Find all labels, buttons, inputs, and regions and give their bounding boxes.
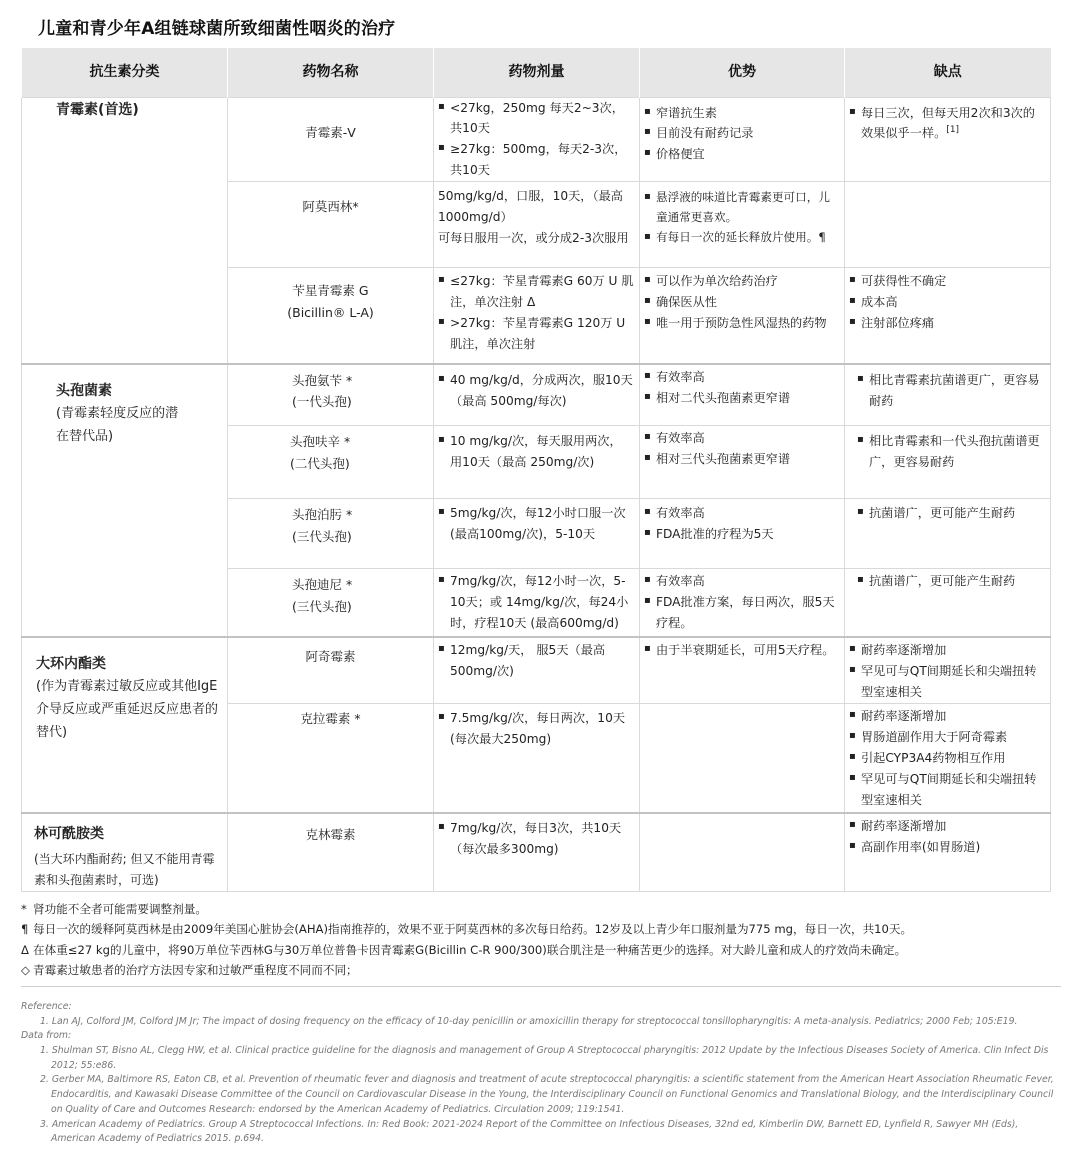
category-cell bbox=[22, 364, 228, 637]
list-item: ▪ ≤27kg：苄星青霉素G 60万 U 肌注，单次注射 Δ bbox=[438, 271, 635, 313]
drug-name: 克林霉素 bbox=[305, 827, 356, 843]
list-item: ▪ 罕见可与QT间期延长和尖端扭转型室速相关 bbox=[849, 769, 1046, 811]
dose-cell bbox=[434, 637, 640, 703]
drug-subname: (二代头孢) bbox=[290, 455, 350, 471]
advantages-cell bbox=[640, 637, 845, 703]
drug-cell bbox=[228, 97, 434, 182]
table-row bbox=[22, 364, 1051, 426]
advantages-cell bbox=[640, 426, 845, 499]
table-row bbox=[22, 97, 1051, 182]
page-title: 儿童和青少年A组链球菌所致细菌性咽炎的治疗 bbox=[38, 19, 396, 39]
drug-subname: (Bicillin® L-A) bbox=[287, 304, 374, 320]
dose-text: 可每日服用一次，或分成2-3次服用 bbox=[438, 231, 629, 246]
list-item: ▪ 悬浮液的味道比青霉素更可口，儿童通常更喜欢。 bbox=[644, 188, 840, 228]
list-item: ▪ ≥27kg：500mg，每天2-3次，共10天 bbox=[438, 139, 635, 181]
list-item: ▪ 有效率高 bbox=[644, 428, 840, 449]
drug-name: 克拉霉素 * bbox=[300, 710, 361, 726]
header-dose: 药物剂量 bbox=[434, 48, 640, 97]
drug-cell bbox=[228, 703, 434, 813]
dose-text: 50mg/kg/d，口服，10天，（最高1000mg/d） bbox=[438, 189, 623, 225]
header-advantages: 优势 bbox=[640, 48, 845, 97]
category-cell bbox=[22, 97, 228, 364]
advantages-cell bbox=[640, 703, 845, 813]
list-item: ▪ >27kg：苄星青霉素G 120万 U 肌注，单次注射 bbox=[438, 313, 635, 355]
disadvantages-cell bbox=[845, 426, 1051, 499]
drug-cell bbox=[228, 182, 434, 268]
list-item: ▪ 耐药率逐渐增加 bbox=[849, 706, 1046, 727]
drug-name: 苄星青霉素 G bbox=[292, 283, 369, 299]
category-name: 大环内酯类 bbox=[36, 655, 106, 672]
drug-subname: (三代头孢) bbox=[292, 598, 352, 614]
disadvantages-cell bbox=[845, 637, 1051, 703]
drug-name: 头孢迪尼 * bbox=[292, 577, 353, 593]
list-item: ▪ 相比青霉素和一代头孢抗菌谱更广，更容易耐药 bbox=[857, 431, 1046, 473]
list-item: ▪ 7mg/kg/次，每12小时一次，5-10天；或 14mg/kg/次，每24小时，疗程10天 (最高600mg/d) bbox=[438, 571, 635, 634]
footnote: * 肾功能不全者可能需要调整剂量。 bbox=[21, 902, 207, 916]
list-item: ▪ 价格便宜 bbox=[644, 144, 840, 165]
dose-cell bbox=[434, 569, 640, 637]
list-item: ▪ 5mg/kg/次，每12小时口服一次(最高100mg/次)，5-10天 bbox=[438, 503, 635, 545]
reference-item: 1. Shulman ST, Bisno AL, Clegg HW, et al. Clinical practice guideline for the diagnosis and management of Group A Streptococcal pharyngitis: 2012 Update by the Infectious Diseases Society of America. Clin Infect Dis 2012; 55:e86. bbox=[40, 1045, 1049, 1071]
list-item: ▪ 40 mg/kg/d，分成两次，服10天（最高 500mg/每次) bbox=[438, 370, 635, 412]
list-item: ▪ 耐药率逐渐增加 bbox=[849, 640, 1046, 661]
list-item: ▪ 有效率高 bbox=[644, 503, 840, 524]
reference-item: 3. American Academy of Pediatrics. Group A Streptococcal Infections. In: Red Book: 2021-2024 Report of the Committee on Infectious Diseases, 32nd ed, Kimberlin DW, Barnett ED, Lynfield R, Sawyer MH (Eds), American Academy of Pediatrics 2015. p.694. bbox=[40, 1118, 1019, 1145]
treatment-table bbox=[21, 48, 1051, 892]
footnote: ◇ 青霉素过敏患者的治疗方法因专家和过敏严重程度不同而不同； bbox=[21, 962, 358, 977]
list-item: ▪ 相比青霉素抗菌谱更广，更容易耐药 bbox=[857, 370, 1046, 412]
footnote: ¶ 每日一次的缓释阿莫西林是由2009年美国心脏协会(AHA)指南推荐的，效果不亚于阿莫西林的多次每日给药。12岁及以上青少年口服剂量为775 mg，每日一次，共10天。 bbox=[21, 922, 913, 937]
list-item: ▪ 由于半衰期延长，可用5天疗程。 bbox=[644, 640, 840, 661]
table-header-row bbox=[22, 48, 1051, 97]
drug-cell bbox=[228, 637, 434, 703]
drug-name: 阿莫西林* bbox=[302, 199, 359, 215]
table-row bbox=[22, 637, 1051, 703]
dose-cell bbox=[434, 268, 640, 364]
list-item: ▪ FDA批准的疗程为5天 bbox=[644, 524, 840, 545]
drug-subname: (三代头孢) bbox=[292, 528, 352, 544]
data-from-label: Data from: bbox=[21, 1030, 72, 1042]
list-item: ▪ 可以作为单次给药治疗 bbox=[644, 271, 840, 292]
list-item: ▪ 引起CYP3A4药物相互作用 bbox=[849, 748, 1046, 769]
list-item: ▪ 12mg/kg/天， 服5天（最高500mg/次) bbox=[438, 640, 635, 682]
drug-cell bbox=[228, 813, 434, 892]
reference-label: Reference: bbox=[21, 1001, 72, 1012]
list-item: ▪ <27kg，250mg 每天2~3次，共10天 bbox=[438, 98, 635, 140]
disadvantages-cell bbox=[845, 813, 1051, 892]
list-item: ▪ 7mg/kg/次，每日3次，共10天（每次最多300mg) bbox=[438, 818, 635, 860]
advantages-cell bbox=[640, 569, 845, 637]
dose-cell bbox=[434, 813, 640, 892]
category-cell bbox=[22, 637, 228, 813]
drug-cell bbox=[228, 364, 434, 426]
list-item: ▪ 有效率高 bbox=[644, 571, 840, 592]
list-item: ▪ FDA批准方案，每日两次，服5天疗程。 bbox=[644, 592, 840, 634]
list-item: ▪ 10 mg/kg/次，每天服用两次， 用10天（最高 250mg/次) bbox=[438, 431, 635, 473]
advantages-cell bbox=[640, 268, 845, 364]
category-name: 头孢菌素 bbox=[56, 382, 112, 399]
list-item: ▪ 相对三代头孢菌素更窄谱 bbox=[644, 449, 840, 470]
divider bbox=[21, 986, 1061, 987]
list-item: ▪ 每日三次，但每天用2次和3次的效果似乎一样。[1] bbox=[849, 103, 1046, 145]
advantages-cell bbox=[640, 499, 845, 569]
dose-cell bbox=[434, 426, 640, 499]
advantages-cell bbox=[640, 182, 845, 268]
drug-name: 头孢泊肟 * bbox=[292, 507, 353, 523]
drug-name: 青霉素-V bbox=[305, 124, 356, 140]
disadvantages-cell bbox=[845, 703, 1051, 813]
drug-subname: (一代头孢) bbox=[292, 394, 352, 410]
category-name: 青霉素(首选) bbox=[56, 101, 139, 118]
footnote: Δ 在体重≤27 kg的儿童中，将90万单位苄西林G与30万单位普鲁卡因青霉素G(Bicillin C-R 900/300)联合肌注是一种痛苦更少的选择。对大龄儿童和成人的疗效尚未确定。 bbox=[21, 942, 907, 957]
drug-cell bbox=[228, 426, 434, 499]
drug-cell bbox=[228, 499, 434, 569]
dose-cell bbox=[434, 182, 640, 268]
drug-name: 头孢呋辛 * bbox=[290, 434, 351, 450]
dose-cell bbox=[434, 364, 640, 426]
category-note: (青霉素轻度反应的潜在替代品) bbox=[56, 406, 179, 444]
drug-name: 头孢氨苄 * bbox=[292, 372, 353, 388]
header-disadvantages: 缺点 bbox=[845, 48, 1051, 97]
disadvantages-cell bbox=[845, 499, 1051, 569]
references bbox=[21, 1000, 1061, 1147]
list-item: ▪ 相对二代头孢菌素更窄谱 bbox=[644, 388, 840, 409]
disadvantages-cell bbox=[845, 182, 1051, 268]
list-item: ▪ 窄谱抗生素 bbox=[644, 103, 840, 124]
header-category: 抗生素分类 bbox=[22, 48, 228, 97]
category-cell bbox=[22, 813, 228, 892]
footnotes bbox=[21, 899, 1061, 980]
list-item: ▪ 目前没有耐药记录 bbox=[644, 123, 840, 144]
list-item: ▪ 可获得性不确定 bbox=[849, 271, 1046, 292]
table-row bbox=[22, 813, 1051, 892]
list-item: ▪ 抗菌谱广，更可能产生耐药 bbox=[857, 571, 1046, 592]
advantages-cell bbox=[640, 364, 845, 426]
list-item: ▪ 唯一用于预防急性风湿热的药物 bbox=[644, 313, 840, 334]
header-drug: 药物名称 bbox=[228, 48, 434, 97]
disadvantages-cell bbox=[845, 97, 1051, 182]
list-item: ▪ 成本高 bbox=[849, 292, 1046, 313]
advantages-cell bbox=[640, 813, 845, 892]
list-item: ▪ 有效率高 bbox=[644, 367, 840, 388]
drug-cell bbox=[228, 268, 434, 364]
reference-item: 2. Gerber MA, Baltimore RS, Eaton CB, et al. Prevention of rheumatic fever and diagnosis and treatment of acute streptococcal pharyngitis: a scientific statement from the American Heart Association Rheumatic Fever, Endocarditis, and Kawasaki Disease Committee of the Council on Cardiovascular Disease in the Young, the Interdisciplinary Council on Functional Genomics and Translational Biology, and the Interdisciplinary Council on Quality of Care and Outcomes Research: endorsed by the American Academy of Pediatrics. Circulation 2009; 119:1541. bbox=[40, 1074, 1054, 1115]
category-note: (当大环内酯耐药; 但又不能用青霉素和头孢菌素时，可选) bbox=[34, 852, 215, 888]
list-item: ▪ 耐药率逐渐增加 bbox=[849, 816, 1046, 837]
list-item: ▪ 抗菌谱广，更可能产生耐药 bbox=[857, 503, 1046, 524]
disadvantages-cell bbox=[845, 364, 1051, 426]
dose-cell bbox=[434, 703, 640, 813]
dose-cell bbox=[434, 499, 640, 569]
advantages-cell bbox=[640, 97, 845, 182]
list-item: ▪ 胃肠道副作用大于阿奇霉素 bbox=[849, 727, 1046, 748]
dose-cell bbox=[434, 97, 640, 182]
drug-cell bbox=[228, 569, 434, 637]
list-item: ▪ 7.5mg/kg/次，每日两次，10天(每次最大250mg) bbox=[438, 708, 635, 750]
reference-item: 1. Lan AJ, Colford JM, Colford JM Jr; The impact of dosing frequency on the efficacy of 10-day penicillin or amoxicillin therapy for streptococcal tonsillopharyngitis: A meta-analysis. Pediatrics; 2000 Feb; 105:E19. bbox=[40, 1015, 1018, 1027]
citation-sup: [1] bbox=[946, 125, 960, 136]
disadvantages-cell bbox=[845, 569, 1051, 637]
list-item: ▪ 确保医从性 bbox=[644, 292, 840, 313]
category-name: 林可酰胺类 bbox=[34, 826, 104, 843]
category-note: (作为青霉素过敏反应或其他IgE介导反应或严重延迟反应患者的替代) bbox=[36, 679, 219, 740]
list-item: ▪ 罕见可与QT间期延长和尖端扭转型室速相关 bbox=[849, 661, 1046, 703]
drug-name: 阿奇霉素 bbox=[305, 648, 356, 664]
list-item: ▪ 高副作用率(如胃肠道) bbox=[849, 837, 1046, 858]
list-item: ▪ 注射部位疼痛 bbox=[849, 313, 1046, 334]
list-item: ▪ 有每日一次的延长释放片使用。¶ bbox=[644, 228, 840, 248]
disadvantages-cell bbox=[845, 268, 1051, 364]
